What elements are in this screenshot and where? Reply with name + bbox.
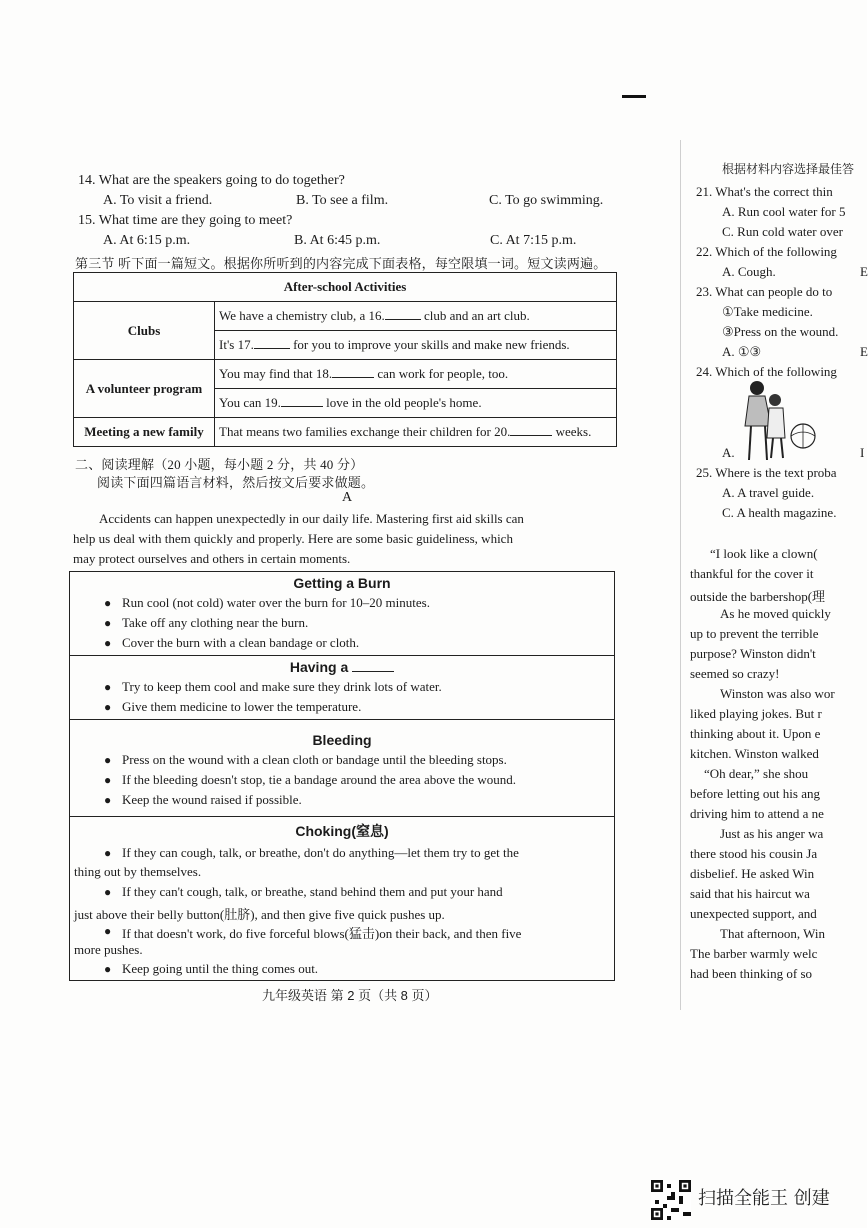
q15-option-c: C. At 7:15 p.m. <box>490 233 577 248</box>
right-q23-1: ①Take medicine. <box>722 304 813 319</box>
family-row-text: That means two families exchange their children for 20. <box>219 424 511 439</box>
qr-code-icon <box>651 1180 691 1220</box>
right-passage-line: “Oh dear,” she shou <box>704 766 809 781</box>
bullet-icon: ● <box>104 773 112 787</box>
vol-row1-tail: can work for people, too. <box>377 366 509 381</box>
burn-section <box>70 572 614 656</box>
blank-16 <box>385 318 421 320</box>
bleeding-item-2: If the bleeding doesn't stop, tie a bandage around the area above the wound. <box>122 772 517 787</box>
clubs-row1-text: We have a chemistry club, a 16. <box>219 308 385 323</box>
bullet-icon: ● <box>104 793 112 807</box>
bullet-icon: ● <box>104 596 112 610</box>
fever-item-1: Try to keep them cool and make sure they drink lots of water. <box>122 679 442 694</box>
bullet-icon: ● <box>104 846 112 860</box>
right-passage-line: thankful for the cover it <box>690 566 814 581</box>
right-passage-line: purpose? Winston didn't <box>690 646 816 661</box>
right-q25-c: C. A health magazine. <box>722 505 837 520</box>
section3-instruction: 第三节 听下面一篇短文。根据你所听到的内容完成下面表格，每空限填一词。短文读两遍。 <box>75 256 607 271</box>
fever-item-2: Give them medicine to lower the temperature. <box>122 699 362 714</box>
bleeding-item-1: Press on the wound with a clean cloth or bandage until the bleeding stops. <box>122 752 507 767</box>
right-q22: 22. Which of the following <box>696 244 837 259</box>
fever-title-text: Having a <box>289 659 349 675</box>
right-passage-line: disbelief. He asked Win <box>690 866 815 881</box>
choking-line-3: If they can't cough, talk, or breathe, stand behind them and put your hand <box>122 884 503 899</box>
reading-part-heading: 二、阅读理解（20 小题，每小题 2 分，共 40 分） <box>75 457 364 472</box>
blank-17 <box>254 347 290 349</box>
first-aid-guide-box <box>69 571 615 981</box>
blank-fever <box>352 670 394 672</box>
q15-option-a: A. At 6:15 p.m. <box>103 233 191 248</box>
clubs-label: Clubs <box>74 302 215 360</box>
right-col-instruction: 根据材料内容选择最佳答 <box>722 162 855 176</box>
right-q23-cut: E <box>860 344 868 359</box>
right-passage-line: there stood his cousin Ja <box>690 846 818 861</box>
q14-option-b: B. To see a film. <box>296 193 389 208</box>
right-passage-line: said that his haircut wa <box>690 886 810 901</box>
choking-line-5: If that doesn't work, do five forceful blows(猛击)on their back, and then five <box>122 926 522 941</box>
fever-section <box>70 656 614 720</box>
bleeding-section <box>70 720 614 817</box>
burn-title: Getting a Burn <box>293 575 391 591</box>
intro-line-3: may protect ourselves and others in certain moments. <box>73 551 351 566</box>
vol-row1-text: You may find that 18. <box>219 366 333 381</box>
bullet-icon: ● <box>104 636 112 650</box>
intro-line-1: Accidents can happen unexpectedly in our daily life. Mastering first aid skills can <box>99 511 524 526</box>
table-title: After-school Activities <box>74 273 617 302</box>
choking-line-2: thing out by themselves. <box>74 864 202 879</box>
first-aid-illustration <box>737 378 821 464</box>
right-q23-a: A. ①③ <box>722 344 762 359</box>
choking-title: Choking(窒息) <box>295 823 389 839</box>
right-q23: 23. What can people do to <box>696 284 833 299</box>
fever-title <box>70 659 614 675</box>
right-q22-cut: E <box>860 264 868 279</box>
bullet-icon: ● <box>104 616 112 630</box>
after-school-activities-table <box>73 272 617 447</box>
right-passage-line: Just as his anger wa <box>720 826 824 841</box>
q15-option-b: B. At 6:45 p.m. <box>294 233 381 248</box>
right-passage-line: The barber warmly welc <box>690 946 818 961</box>
bullet-icon: ● <box>104 885 112 899</box>
right-q21-a: A. Run cool water for 5 <box>722 204 846 219</box>
right-q25-a: A. A travel guide. <box>722 485 815 500</box>
bullet-icon: ● <box>104 680 112 694</box>
right-q21: 21. What's the correct thin <box>696 184 833 199</box>
right-passage-line: kitchen. Winston walked <box>690 746 819 761</box>
blank-19 <box>281 405 323 407</box>
bullet-icon: ● <box>104 753 112 767</box>
right-q25: 25. Where is the text proba <box>696 465 837 480</box>
right-passage-line: liked playing jokes. But r <box>690 706 822 721</box>
right-passage-line: thinking about it. Upon e <box>690 726 821 741</box>
right-passage-line: unexpected support, and <box>690 906 817 921</box>
right-passage-line: seemed so crazy! <box>690 666 780 681</box>
family-label: Meeting a new family <box>74 418 215 447</box>
q14-stem: 14. What are the speakers going to do together? <box>78 173 345 188</box>
page-dash-mark <box>622 95 646 98</box>
vol-row2-tail: love in the old people's home. <box>326 395 482 410</box>
clubs-row2-tail: for you to improve your skills and make new friends. <box>293 337 570 352</box>
right-q22-a: A. Cough. <box>722 264 776 279</box>
right-passage-line: up to prevent the terrible <box>690 626 819 641</box>
choking-line-7: Keep going until the thing comes out. <box>122 961 319 976</box>
burn-item-1: Run cool (not cold) water over the burn for 10–20 minutes. <box>122 595 430 610</box>
table-row <box>215 389 617 418</box>
bleeding-title: Bleeding <box>312 732 372 748</box>
right-passage-line: driving him to attend a ne <box>690 806 824 821</box>
right-passage-line: outside the barbershop(理 <box>690 589 826 604</box>
table-row <box>215 360 617 389</box>
clubs-row1-tail: club and an art club. <box>423 308 530 323</box>
q15-stem: 15. What time are they going to meet? <box>78 213 293 228</box>
fold-line <box>680 140 681 1010</box>
bullet-icon: ● <box>104 924 112 938</box>
burn-item-2: Take off any clothing near the burn. <box>122 615 309 630</box>
right-q21-c: C. Run cold water over <box>722 224 843 239</box>
bullet-icon: ● <box>104 962 112 976</box>
right-passage-line: As he moved quickly <box>720 606 831 621</box>
volunteer-label: A volunteer program <box>74 360 215 418</box>
choking-line-6: more pushes. <box>74 942 143 957</box>
blank-20 <box>510 434 552 436</box>
vol-row2-text: You can 19. <box>219 395 281 410</box>
table-row <box>215 302 617 331</box>
scan-watermark-text: 扫描全能王 创建 <box>698 1188 830 1209</box>
page-footer: 九年级英语 第 2 页（共 8 页） <box>262 988 438 1003</box>
right-passage-line: before letting out his ang <box>690 786 820 801</box>
q14-option-a: A. To visit a friend. <box>103 193 213 208</box>
choking-line-4: just above their belly button(肚脐), and then give five quick pushes up. <box>74 907 445 922</box>
bullet-icon: ● <box>104 700 112 714</box>
right-passage-line: That afternoon, Win <box>720 926 826 941</box>
table-row <box>215 331 617 360</box>
table-row <box>215 418 617 447</box>
right-q24-cut: I <box>860 445 865 460</box>
reading-instruction: 阅读下面四篇语言材料，然后按文后要求做题。 <box>97 475 375 490</box>
passage-label: A <box>342 490 353 505</box>
bleeding-item-3: Keep the wound raised if possible. <box>122 792 302 807</box>
right-q23-3: ③Press on the wound. <box>722 324 839 339</box>
right-q24-a: A. <box>722 445 735 460</box>
right-passage-line: Winston was also wor <box>720 686 835 701</box>
burn-item-3: Cover the burn with a clean bandage or cloth. <box>122 635 360 650</box>
clubs-row2-text: It's 17. <box>219 337 254 352</box>
intro-line-2: help us deal with them quickly and properly. Here are some basic guideliness, which <box>73 531 513 546</box>
choking-line-1: If they can cough, talk, or breathe, don't do anything—let them try to get the <box>122 845 519 860</box>
q14-option-c: C. To go swimming. <box>489 193 604 208</box>
right-passage-line: had been thinking of so <box>690 966 813 981</box>
choking-section <box>70 817 614 980</box>
family-row-tail: weeks. <box>555 424 592 439</box>
right-passage-line: “I look like a clown( <box>710 546 818 561</box>
right-q24: 24. Which of the following <box>696 364 837 379</box>
blank-18 <box>332 376 374 378</box>
